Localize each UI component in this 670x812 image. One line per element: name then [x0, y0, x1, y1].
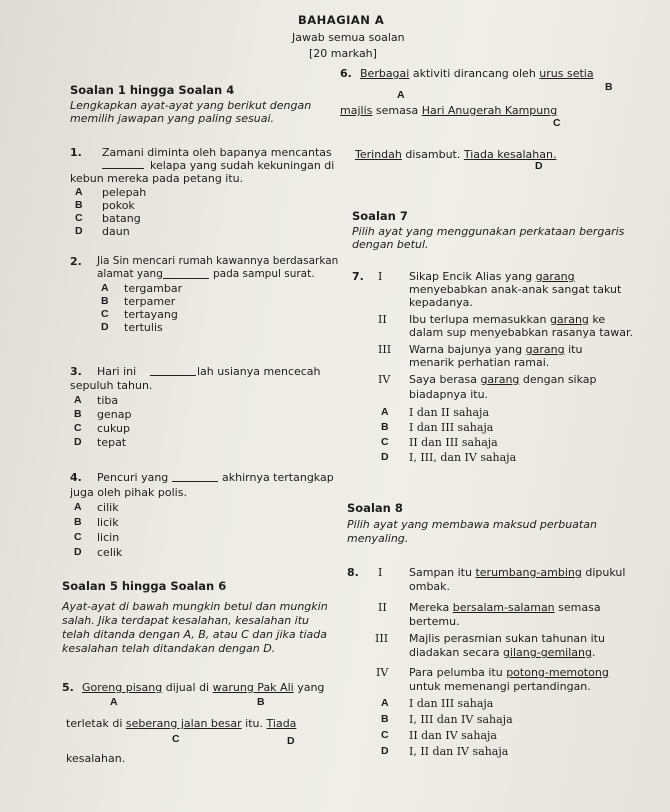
underlined-segment-a: Berbagai — [360, 67, 410, 80]
option-text: II dan IV sahaja — [409, 729, 497, 742]
statement-text — [409, 343, 582, 356]
answer-blank — [172, 481, 218, 482]
marker-d: D — [287, 735, 295, 747]
marker-b: B — [257, 696, 265, 708]
question-number: 8. — [347, 566, 359, 579]
option-letter: C — [381, 436, 389, 448]
option-text: tergambar — [124, 282, 183, 295]
option-letter: D — [381, 451, 389, 463]
text-fragment: disambut. — [401, 148, 464, 161]
underlined-segment-b: urus setia — [539, 67, 594, 80]
option-text: tepat — [97, 436, 127, 449]
question-text: pada sampul surat. — [213, 268, 315, 280]
statement-text: kepadanya. — [409, 296, 473, 309]
option-letter: A — [381, 697, 389, 709]
q7-instruction-2: dengan betul. — [352, 238, 429, 251]
underlined-segment-a: Goreng pisang — [82, 681, 163, 694]
option-text: licik — [97, 516, 119, 529]
option-letter: D — [75, 225, 83, 237]
option-letter: A — [74, 394, 82, 406]
q8-heading: Soalan 8 — [347, 501, 403, 515]
question-number: 5. — [62, 681, 74, 694]
option-letter: D — [381, 745, 389, 757]
section2-instruction-3: telah ditanda dengan A, B, atau C dan jika tiada — [62, 628, 327, 641]
text-fragment: Saya berasa — [409, 373, 481, 386]
option-text: tertayang — [124, 308, 178, 321]
option-letter: C — [101, 308, 109, 320]
text-fragment: dijual di — [162, 681, 213, 694]
roman-numeral: I — [378, 270, 383, 283]
text-fragment: itu. — [241, 717, 267, 730]
text-fragment: aktiviti dirancang oleh — [409, 67, 540, 80]
statement-text — [409, 373, 597, 386]
roman-numeral: III — [378, 343, 392, 356]
section-instruction: Jawab semua soalan — [292, 31, 405, 44]
option-text: I, III dan IV sahaja — [409, 713, 513, 726]
underlined-segment-e: Tiada kesalahan. — [463, 148, 557, 161]
option-text: I, II dan IV sahaja — [409, 745, 509, 758]
question-text: juga oleh pihak polis. — [70, 486, 187, 499]
question-text: lah usianya mencecah — [197, 365, 321, 378]
section-title: BAHAGIAN A — [298, 13, 385, 27]
answer-blank — [150, 375, 196, 376]
question-text — [355, 148, 556, 161]
underlined-word: garang — [525, 343, 565, 356]
text-fragment: . — [591, 646, 596, 659]
q8-instruction: Pilih ayat yang membawa maksud perbuatan — [347, 518, 597, 531]
question-text: Pencuri yang — [97, 471, 169, 484]
underlined-word: bersalam-salaman — [452, 601, 555, 614]
underlined-segment: majlis — [340, 104, 373, 117]
option-text: II dan III sahaja — [409, 436, 498, 449]
text-fragment: ke — [588, 313, 606, 326]
option-letter: B — [74, 408, 82, 420]
option-letter: D — [74, 546, 82, 558]
option-text: pokok — [102, 199, 135, 212]
option-letter: C — [74, 422, 82, 434]
roman-numeral: IV — [376, 666, 389, 679]
question-number: 1. — [70, 146, 82, 159]
section2-instruction-4: kesalahan telah ditandakan dengan D. — [62, 642, 276, 655]
statement-text — [409, 270, 575, 283]
option-text: cilik — [97, 501, 119, 514]
marker-c: C — [172, 733, 180, 745]
underlined-segment-b: warung Pak Ali — [212, 681, 294, 694]
text-fragment: dengan sikap — [519, 373, 597, 386]
option-text: celik — [97, 546, 123, 559]
question-text: Jia Sin mencari rumah kawannya berdasarkan — [97, 255, 339, 267]
option-text: I dan II sahaja — [409, 406, 490, 419]
statement-text — [409, 601, 601, 614]
statement-text — [409, 566, 625, 579]
roman-numeral: III — [375, 632, 389, 645]
question-number: 3. — [70, 365, 82, 378]
q7-instruction: Pilih ayat yang menggunakan perkataan bergaris — [352, 225, 625, 238]
text-fragment: Ibu terlupa memasukkan — [409, 313, 550, 326]
option-text: licin — [97, 531, 120, 544]
underlined-segment-c: seberang jalan besar — [125, 717, 242, 730]
option-text: tertulis — [124, 321, 163, 334]
option-letter: A — [101, 282, 109, 294]
question-text — [66, 717, 296, 730]
question-text: sepuluh tahun. — [70, 379, 153, 392]
question-text: kesalahan. — [66, 752, 126, 765]
underlined-segment-d: Terindah — [355, 148, 402, 161]
statement-text — [409, 313, 605, 326]
text-fragment: dipukul — [581, 566, 626, 579]
text-fragment: Sikap Encik Alias yang — [409, 270, 536, 283]
question-number: 2. — [70, 255, 82, 268]
section2-instruction-1: Ayat-ayat di bawah mungkin betul dan mungkin — [62, 600, 328, 613]
option-letter: B — [75, 199, 83, 211]
statement-text: dalam sup menyebabkan rasanya tawar. — [409, 326, 633, 339]
option-letter: C — [381, 729, 389, 741]
option-text: cukup — [97, 422, 131, 435]
underlined-word: gilang-gemilang — [502, 646, 592, 659]
section2-heading: Soalan 5 hingga Soalan 6 — [62, 579, 227, 593]
text-fragment: diadakan secara — [409, 646, 503, 659]
q8-instruction-2: menyaling. — [347, 532, 409, 545]
option-letter: D — [101, 321, 109, 333]
option-letter: D — [74, 436, 82, 448]
underlined-word: potong-memotong — [506, 666, 609, 679]
marker-a: A — [110, 696, 118, 708]
question-text — [360, 67, 594, 80]
marker-c: C — [553, 117, 561, 129]
underlined-word: garang — [480, 373, 520, 386]
text-fragment: Warna bajunya yang — [409, 343, 526, 356]
option-text: I, III, dan IV sahaja — [409, 451, 517, 464]
roman-numeral: IV — [378, 373, 391, 386]
option-text: daun — [102, 225, 130, 238]
option-text: I dan III sahaja — [409, 421, 494, 434]
answer-blank — [102, 168, 144, 169]
marker-d: D — [535, 160, 543, 172]
option-letter: B — [101, 295, 109, 307]
option-letter: B — [74, 516, 82, 528]
statement-text: ombak. — [409, 580, 451, 593]
question-text: kebun mereka pada petang itu. — [70, 172, 244, 185]
option-letter: A — [74, 501, 82, 513]
option-letter: B — [381, 713, 389, 725]
section-marks: [20 markah] — [309, 47, 377, 60]
underlined-segment-c: Hari Anugerah Kampung — [421, 104, 558, 117]
question-number: 4. — [70, 471, 82, 484]
question-text: Zamani diminta oleh bapanya mencantas — [102, 146, 332, 159]
underlined-word: garang — [549, 313, 589, 326]
question-number: 6. — [340, 67, 352, 80]
option-letter: B — [381, 421, 389, 433]
section1-heading: Soalan 1 hingga Soalan 4 — [70, 83, 235, 97]
text-fragment: itu — [564, 343, 583, 356]
question-text — [82, 681, 324, 694]
underlined-word: garang — [535, 270, 575, 283]
question-text — [340, 104, 557, 117]
option-text: terpamer — [124, 295, 176, 308]
question-number: 7. — [352, 270, 364, 283]
option-letter: A — [75, 186, 83, 198]
text-fragment: semasa — [554, 601, 601, 614]
statement-text: menarik perhatian ramai. — [409, 356, 550, 369]
option-text: batang — [102, 212, 141, 225]
statement-text: menyebabkan anak-anak sangat takut — [409, 283, 622, 296]
underlined-segment-d: Tiada — [266, 717, 297, 730]
option-text: tiba — [97, 394, 119, 407]
statement-text — [409, 646, 595, 659]
section1-instruction-1: Lengkapkan ayat-ayat yang berikut dengan — [70, 99, 312, 112]
option-letter: C — [74, 531, 82, 543]
option-letter: A — [381, 406, 389, 418]
answer-blank — [163, 278, 209, 279]
q7-heading: Soalan 7 — [352, 209, 408, 223]
text-fragment: terletak di — [66, 717, 126, 730]
text-fragment: Para pelumba itu — [409, 666, 507, 679]
statement-text: untuk memenangi pertandingan. — [409, 680, 591, 693]
option-text: I dan III sahaja — [409, 697, 494, 710]
option-text: genap — [97, 408, 132, 421]
statement-text: biadapnya itu. — [409, 388, 489, 401]
statement-text — [409, 666, 609, 679]
roman-numeral: II — [378, 313, 387, 326]
statement-text: Majlis perasmian sukan tahunan itu — [409, 632, 605, 645]
statement-text: bertemu. — [409, 615, 460, 628]
text-fragment: Mereka — [409, 601, 453, 614]
option-text: pelepah — [102, 186, 147, 199]
roman-numeral: II — [378, 601, 387, 614]
question-text: Hari ini — [97, 365, 137, 378]
question-text: alamat yang — [97, 268, 163, 280]
underlined-word: terumbang-ambing — [475, 566, 582, 579]
text-fragment: Sampan itu — [409, 566, 476, 579]
section2-instruction-2: salah. Jika terdapat kesalahan, kesalahan itu — [62, 614, 310, 627]
question-text: akhirnya tertangkap — [222, 471, 334, 484]
roman-numeral: I — [378, 566, 383, 579]
text-fragment: yang — [293, 681, 325, 694]
marker-a: A — [397, 89, 405, 101]
text-fragment: semasa — [372, 104, 422, 117]
section1-instruction-2: memilih jawapan yang paling sesuai. — [70, 112, 275, 125]
option-letter: C — [75, 212, 83, 224]
question-text: kelapa yang sudah kekuningan di — [150, 159, 335, 172]
marker-b: B — [605, 81, 613, 93]
